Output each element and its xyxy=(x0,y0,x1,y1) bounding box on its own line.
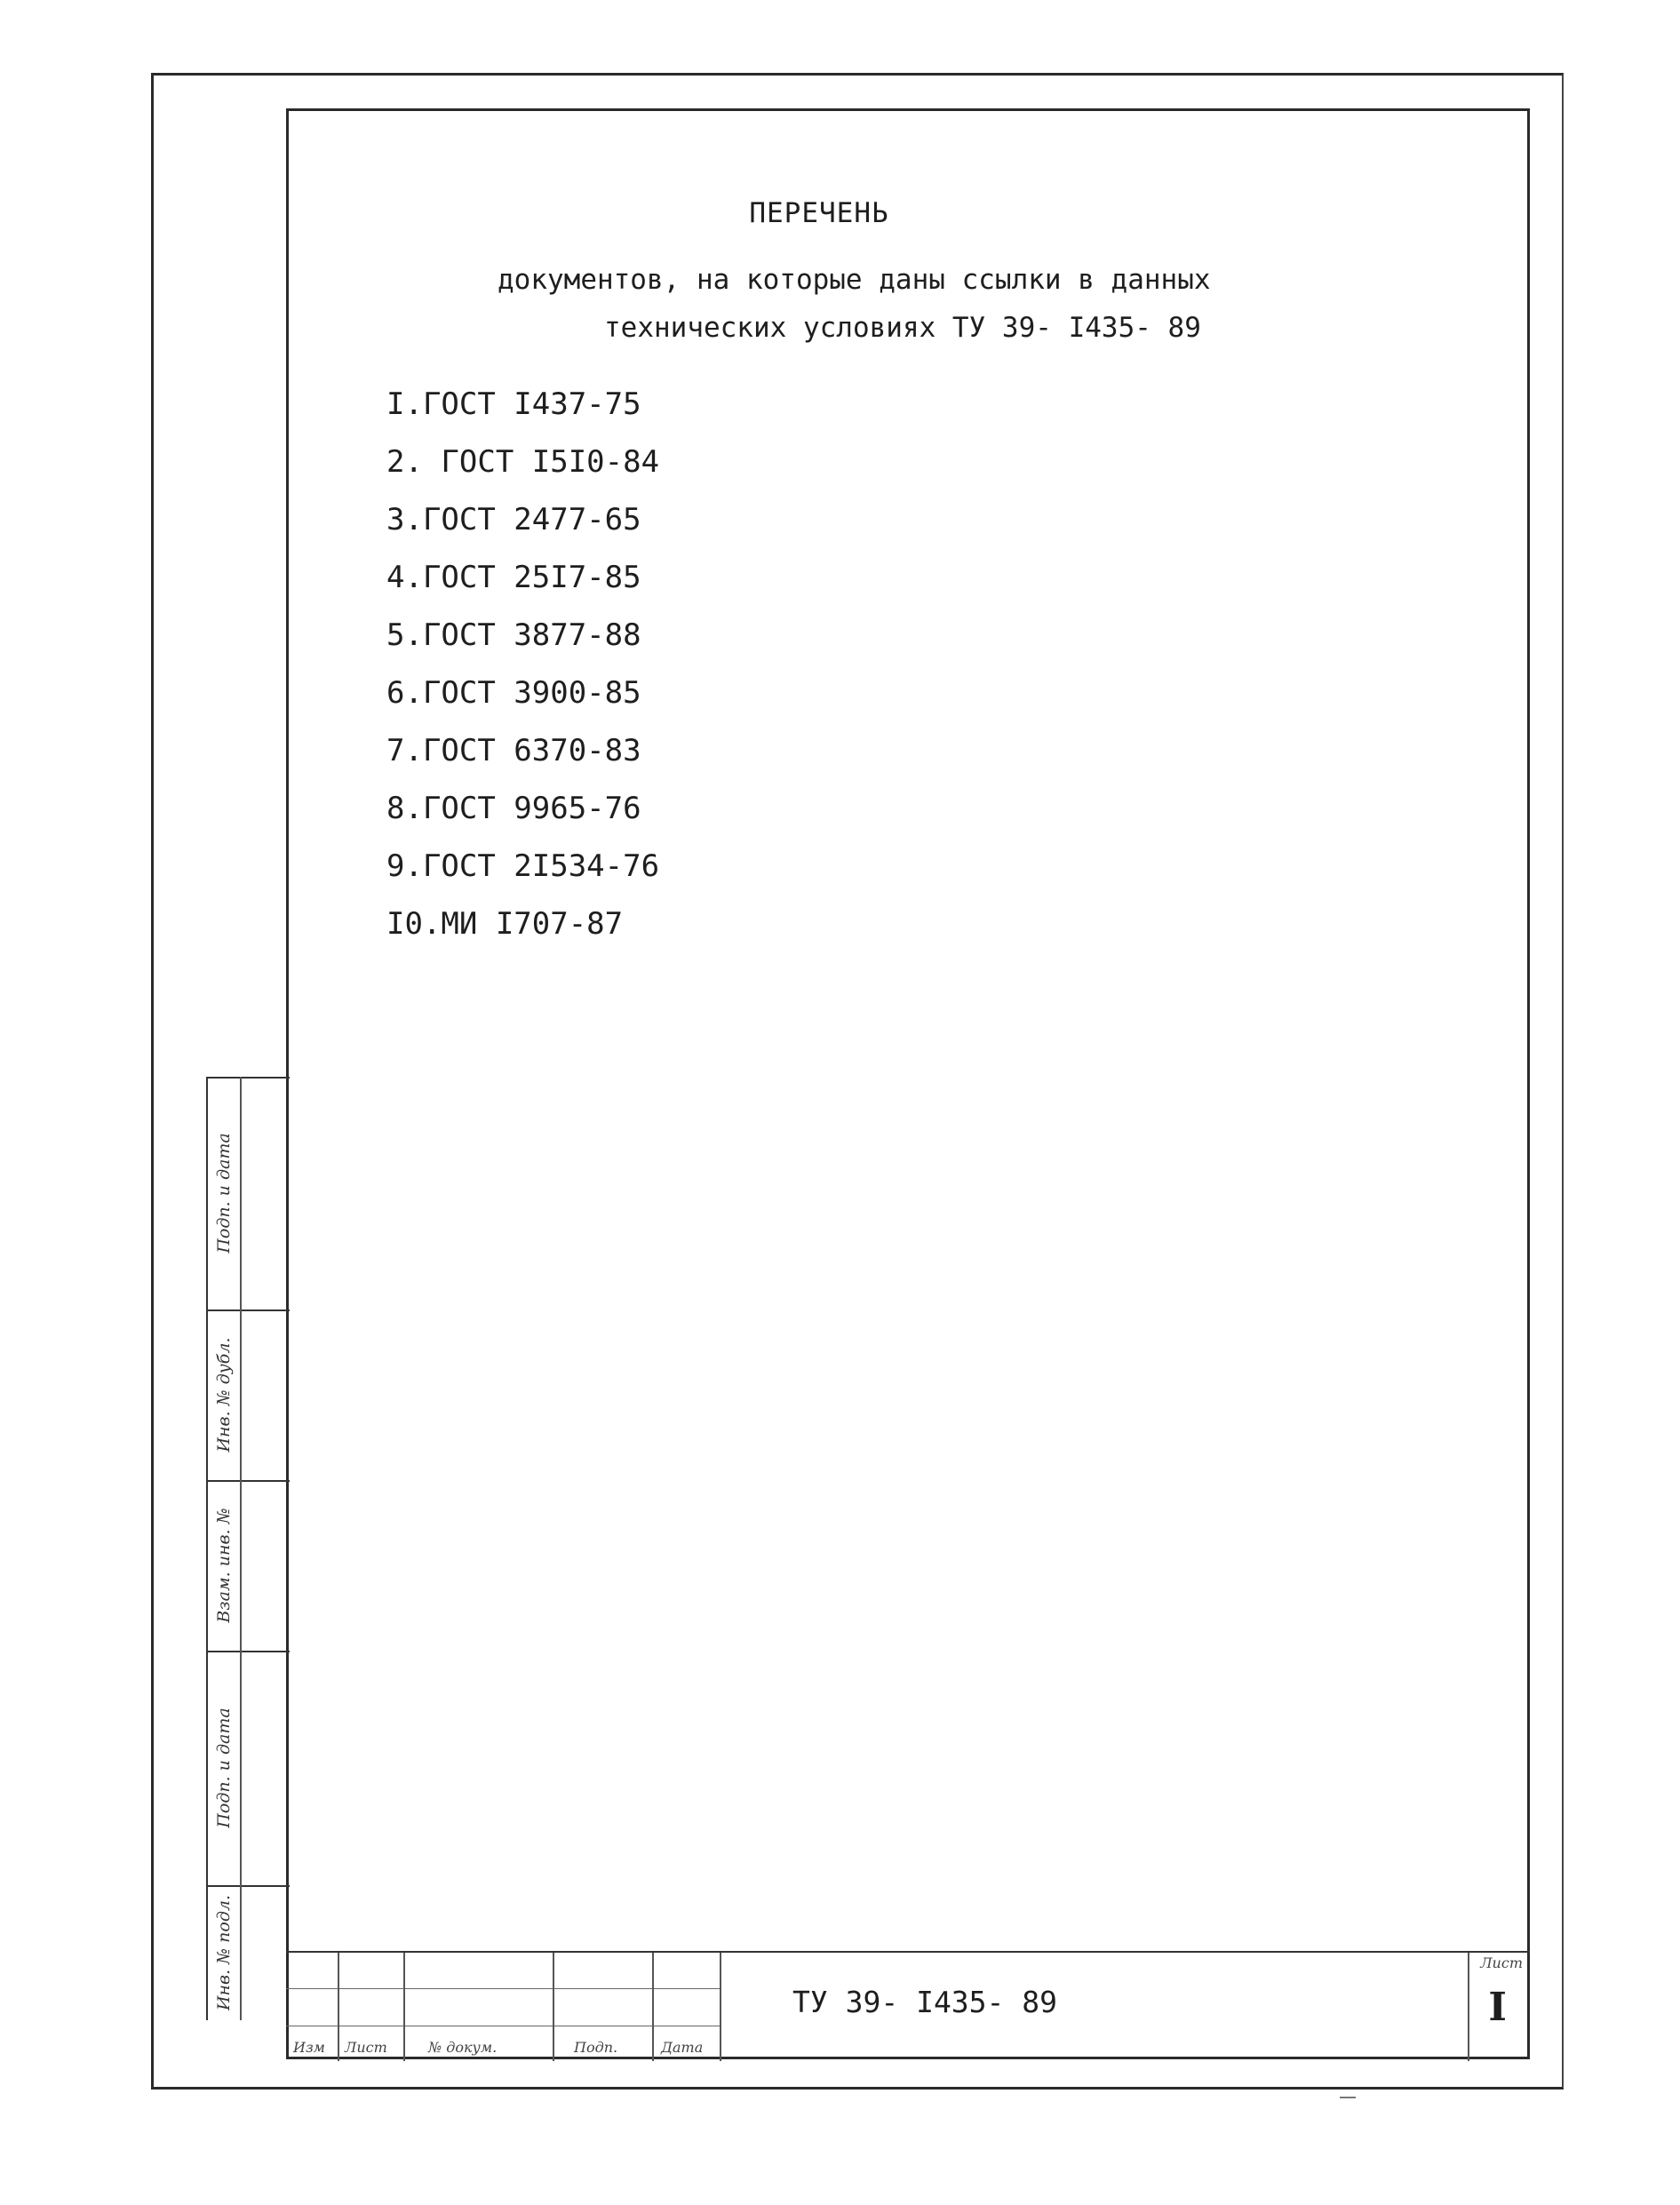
side-stamp-columns xyxy=(206,1077,288,2020)
reference-item: 4.ГОСТ 25I7-85 xyxy=(386,560,641,595)
reference-item: I.ГОСТ I437-75 xyxy=(386,386,641,422)
title-block-column-line xyxy=(338,1953,339,2061)
reference-item: 5.ГОСТ 3877-88 xyxy=(386,617,641,653)
side-stamp-cell xyxy=(208,1885,240,2020)
document-heading: ПЕРЕЧЕНЬ xyxy=(749,197,889,229)
reference-item: 2. ГОСТ I5I0-84 xyxy=(386,444,660,480)
sheet-number: I xyxy=(1488,1985,1507,2030)
reference-item: 7.ГОСТ 6370-83 xyxy=(386,733,641,768)
sheet-number-label: Лист xyxy=(1480,1954,1523,1971)
document-subheading xyxy=(480,256,1279,352)
side-stamp-label: Взам. инв. № xyxy=(214,1508,234,1623)
title-block-column-line xyxy=(553,1953,554,2061)
reference-item: 9.ГОСТ 2I534-76 xyxy=(386,848,660,884)
reference-item: I0.МИ I707-87 xyxy=(386,906,624,942)
title-block-column-line xyxy=(403,1953,405,2061)
title-block-column-label: Изм xyxy=(293,2039,325,2056)
side-stamp-cell xyxy=(208,1480,240,1651)
document-code: ТУ 39- I435- 89 xyxy=(792,1985,1058,2019)
side-stamp-cell xyxy=(208,1077,240,1309)
side-stamp-label: Инв. № дубл. xyxy=(214,1337,234,1453)
reference-item: 3.ГОСТ 2477-65 xyxy=(386,502,641,537)
title-block-column-label: № докум. xyxy=(428,2039,498,2056)
title-block-column-label: Дата xyxy=(661,2039,704,2056)
side-stamp-cell xyxy=(208,1651,240,1885)
subheading-line-1: документов, на которые даны ссылки в данных xyxy=(498,264,1211,296)
side-stamp-column-line xyxy=(240,1077,242,2020)
title-block-column-line xyxy=(1468,1953,1469,2061)
side-stamp-label: Инв. № подл. xyxy=(214,1894,234,2011)
title-block xyxy=(286,1951,1530,2059)
side-stamp-label: Подп. и дата xyxy=(214,1707,234,1828)
reference-list xyxy=(386,386,1008,964)
scan-mark xyxy=(1340,2097,1356,2098)
subheading-line-2: технических условиях ТУ 39- I435- 89 xyxy=(604,312,1201,344)
title-block-column-label: Лист xyxy=(345,2039,387,2056)
title-block-column-line xyxy=(652,1953,654,2061)
title-block-row-line xyxy=(286,1988,720,1989)
title-block-column-label: Подп. xyxy=(574,2039,618,2056)
side-stamp-cell xyxy=(208,1309,240,1480)
reference-item: 6.ГОСТ 3900-85 xyxy=(386,675,641,711)
reference-item: 8.ГОСТ 9965-76 xyxy=(386,791,641,826)
title-block-column-line xyxy=(720,1953,721,2061)
side-stamp-label: Подп. и дата xyxy=(214,1133,234,1254)
